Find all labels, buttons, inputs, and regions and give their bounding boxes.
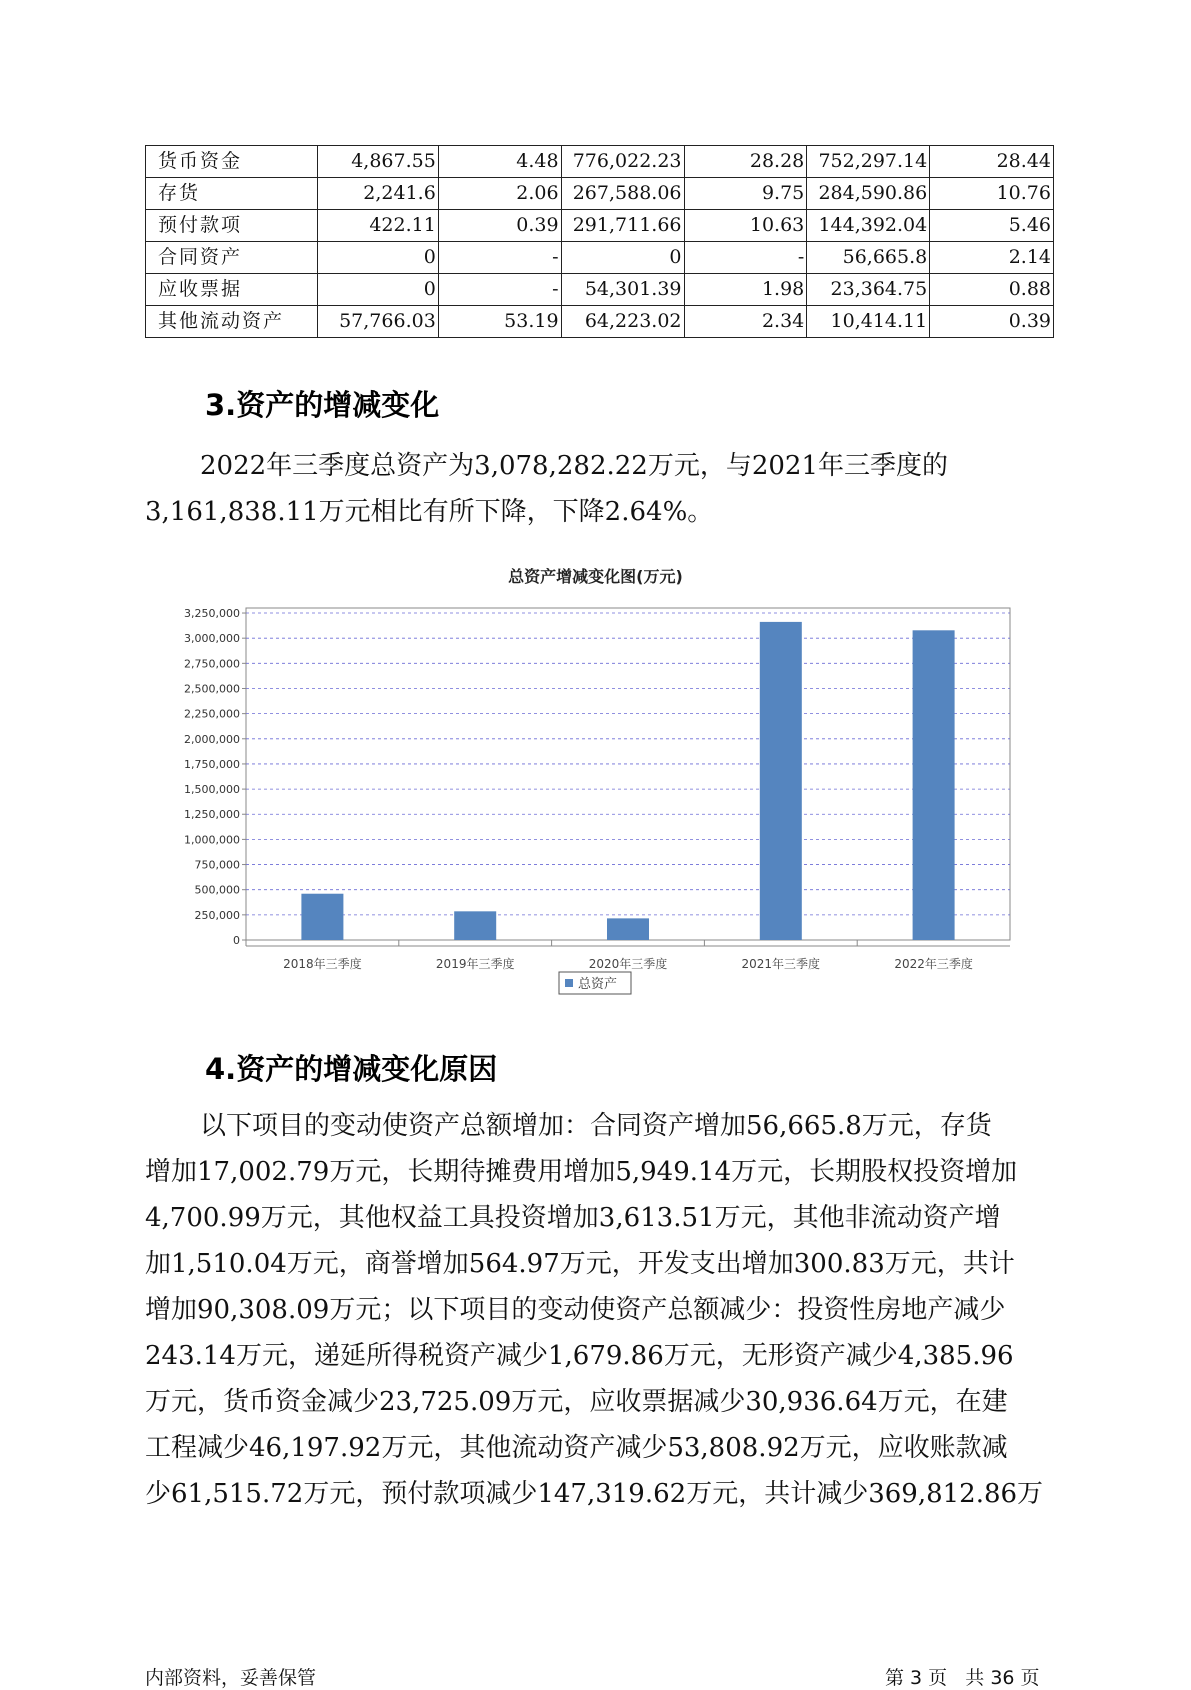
section3-heading: 3.资产的增减变化: [205, 388, 440, 422]
table-cell: 291,711.66: [561, 210, 684, 242]
table-cell: 23,364.75: [807, 274, 930, 306]
chart-title: 总资产增减变化图(万元): [508, 567, 683, 586]
table-cell: 54,301.39: [561, 274, 684, 306]
row-label: 预付款项: [146, 210, 318, 242]
y-tick-label: 1,500,000: [184, 783, 240, 797]
bar: [454, 911, 496, 940]
table-row: [146, 146, 1054, 178]
table-cell: 776,022.23: [561, 146, 684, 178]
bar: [913, 630, 955, 940]
footer-left: 内部资料，妥善保管: [145, 1667, 317, 1689]
y-tick-label: 2,750,000: [184, 657, 240, 671]
y-tick-label: 2,000,000: [184, 732, 240, 746]
section4-line: 工程减少46,197.92万元，其他流动资产减少53,808.92万元，应收账款减: [145, 1433, 1008, 1463]
table-cell: 5.46: [930, 210, 1054, 242]
table-cell: -: [438, 242, 561, 274]
table-cell: 9.75: [684, 178, 807, 210]
table-cell: 57,766.03: [317, 306, 438, 338]
table-cell: -: [438, 274, 561, 306]
section3-line2: 3,161,838.11万元相比有所下降，下降2.64%。: [145, 497, 714, 527]
table-cell: 267,588.06: [561, 178, 684, 210]
table-cell: 2.14: [930, 242, 1054, 274]
section4-line: 少61,515.72万元，预付款项减少147,319.62万元，共计减少369,812.86万: [145, 1479, 1044, 1509]
bar: [301, 894, 343, 940]
x-tick-label: 2022年三季度: [894, 957, 973, 971]
table-cell: 0.88: [930, 274, 1054, 306]
bar: [607, 918, 649, 940]
y-tick-label: 1,250,000: [184, 808, 240, 822]
y-tick-label: 3,000,000: [184, 632, 240, 646]
legend-label: 总资产: [578, 977, 618, 992]
asset-table: [145, 145, 1054, 338]
row-label: 应收票据: [146, 274, 318, 306]
section4-line: 4,700.99万元，其他权益工具投资增加3,613.51万元，其他非流动资产增: [145, 1203, 1001, 1233]
x-tick-label: 2019年三季度: [435, 957, 515, 971]
table-cell: 28.44: [930, 146, 1054, 178]
y-tick-label: 2,250,000: [184, 707, 240, 721]
table-cell: 0: [317, 242, 438, 274]
table-row: [146, 274, 1054, 306]
footer-page-number: 第 3 页 共 36 页: [885, 1667, 1040, 1689]
table-cell: 422.11: [317, 210, 438, 242]
row-label: 存货: [146, 178, 318, 210]
section4-heading: 4.资产的增减变化原因: [205, 1052, 498, 1086]
table-cell: 0.39: [438, 210, 561, 242]
table-cell: 144,392.04: [807, 210, 930, 242]
table-cell: 53.19: [438, 306, 561, 338]
x-tick-label: 2020年三季度: [588, 957, 668, 971]
x-tick-label: 2021年三季度: [741, 957, 821, 971]
table-cell: 0: [561, 242, 684, 274]
table-cell: 1.98: [684, 274, 807, 306]
y-tick-label: 1,750,000: [184, 757, 240, 771]
section4-line: 增加17,002.79万元，长期待摊费用增加5,949.14万元，长期股权投资增加: [145, 1157, 1018, 1187]
table-cell: 4,867.55: [317, 146, 438, 178]
table-row: [146, 242, 1054, 274]
row-label: 其他流动资产: [146, 306, 318, 338]
section3-line1: 2022年三季度总资产为3,078,282.22万元，与2021年三季度的: [200, 451, 949, 481]
bar: [760, 622, 802, 940]
y-tick-label: 3,250,000: [184, 607, 240, 621]
legend-swatch: [565, 979, 573, 987]
total-assets-bar-chart: [150, 590, 1030, 1010]
table-cell: 2.34: [684, 306, 807, 338]
x-tick-label: 2018年三季度: [283, 957, 362, 971]
plot-area: [246, 608, 1010, 940]
table-cell: 56,665.8: [807, 242, 930, 274]
y-tick-label: 0: [233, 934, 240, 947]
table-cell: 64,223.02: [561, 306, 684, 338]
row-label: 合同资产: [146, 242, 318, 274]
table-cell: 10.76: [930, 178, 1054, 210]
table-cell: 752,297.14: [807, 146, 930, 178]
section4-line: 以下项目的变动使资产总额增加：合同资产增加56,665.8万元，存货: [200, 1111, 992, 1141]
table-row: [146, 178, 1054, 210]
table-row: [146, 210, 1054, 242]
table-cell: 4.48: [438, 146, 561, 178]
table-cell: 10.63: [684, 210, 807, 242]
table-cell: 28.28: [684, 146, 807, 178]
table-cell: -: [684, 242, 807, 274]
y-tick-label: 1,000,000: [184, 833, 240, 847]
y-tick-label: 250,000: [194, 908, 240, 922]
section4-line: 加1,510.04万元，商誉增加564.97万元，开发支出增加300.83万元，共计: [145, 1249, 1015, 1279]
section4-line: 243.14万元，递延所得税资产减少1,679.86万元，无形资产减少4,385.96: [145, 1341, 1014, 1371]
section4-line: 增加90,308.09万元；以下项目的变动使资产总额减少：投资性房地产减少: [145, 1295, 1006, 1325]
table-cell: 2,241.6: [317, 178, 438, 210]
table-cell: 284,590.86: [807, 178, 930, 210]
table-cell: 0.39: [930, 306, 1054, 338]
row-label: 货币资金: [146, 146, 318, 178]
table-cell: 0: [317, 274, 438, 306]
table-cell: 2.06: [438, 178, 561, 210]
section4-line: 万元，货币资金减少23,725.09万元，应收票据减少30,936.64万元，在建: [145, 1387, 1008, 1417]
table-cell: 10,414.11: [807, 306, 930, 338]
y-tick-label: 750,000: [194, 858, 240, 872]
y-tick-label: 2,500,000: [184, 682, 240, 696]
table-row: [146, 306, 1054, 338]
y-tick-label: 500,000: [194, 883, 240, 897]
